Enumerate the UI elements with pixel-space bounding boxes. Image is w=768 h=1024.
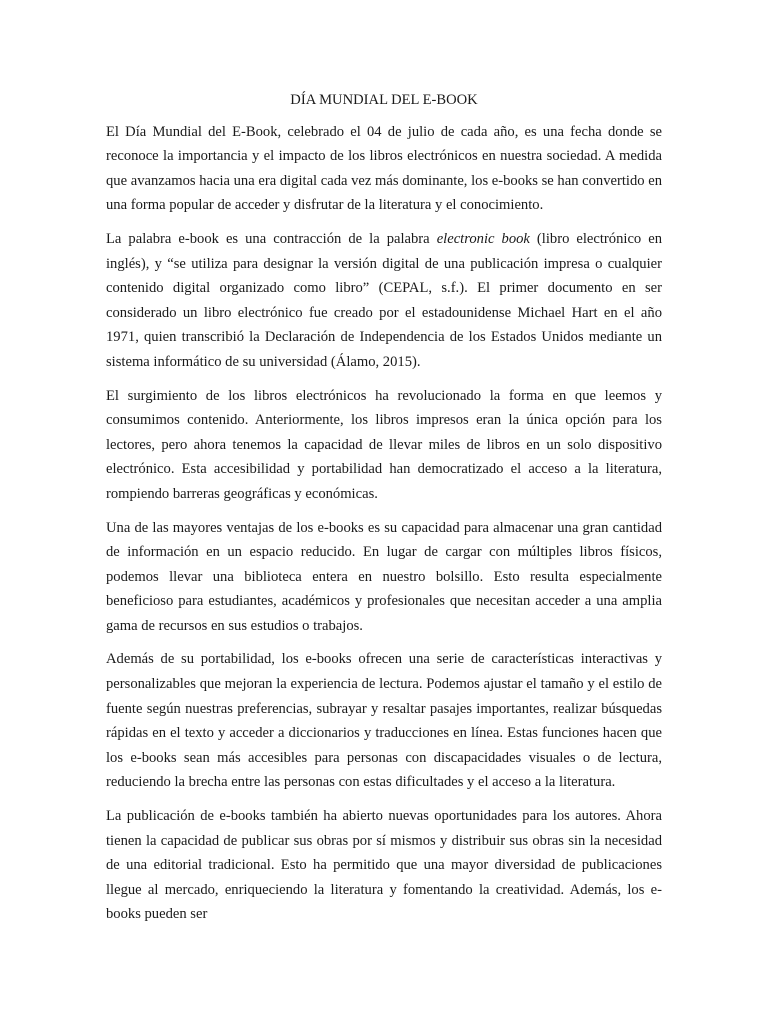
- paragraph-2-text-before: La palabra e-book es una contracción de la palabra: [106, 230, 437, 247]
- paragraph-2: [106, 227, 662, 375]
- document-title: DÍA MUNDIAL DEL E-BOOK: [290, 92, 478, 108]
- paragraph-2-italic-term: electronic book: [436, 230, 530, 247]
- paragraph-3: El surgimiento de los libros electrónicos ha revolucionado la forma en que leemos y consumimos contenido. Anteriormente, los libros impresos eran la única opción para los lectores, pero ahora tenemos la capacidad de llevar miles de libros en un solo dispositivo electrónico. Esta accesibilidad y portabilidad han democratizado el acceso a la literatura, rompiendo barreras geográficas y económicas.: [106, 387, 662, 502]
- paragraph-2-text-after: (libro electrónico en inglés), y “se utiliza para designar la versión digital de una publicación impresa o cualquier contenido digital organizado como libro” (CEPAL, s.f.). El primer documento en ser considerado un libro electrónico fue creado por el estadounidense Michael Hart en el año 1971, quien transcribió la Declaración de Independencia de los Estados Unidos mediante un sistema informático de su universidad (Álamo, 2015).: [106, 230, 663, 370]
- paragraph-5: Además de su portabilidad, los e-books ofrecen una serie de características interactivas y personalizables que mejoran la experiencia de lectura. Podemos ajustar el tamaño y el estilo de fuente según nuestras preferencias, subrayar y resaltar pasajes importantes, realizar búsquedas rápidas en el texto y acceder a diccionarios y traducciones en línea. Estas funciones hacen que los e-books sean más accesibles para personas con discapacidades visuales o de lectura, reduciendo la brecha entre las personas con estas dificultades y el acceso a la literatura.: [106, 651, 662, 791]
- paragraph-6: La publicación de e-books también ha abierto nuevas oportunidades para los autores. Ahora tienen la capacidad de publicar sus obras por sí mismos y distribuir sus obras sin la necesidad de una editorial tradicional. Esto ha permitido que una mayor diversidad de publicaciones llegue al mercado, enriqueciendo la literatura y fomentando la creatividad. Además, los e-books pueden ser: [106, 808, 662, 923]
- paragraph-4: Una de las mayores ventajas de los e-books es su capacidad para almacenar una gran cantidad de información en un espacio reducido. En lugar de cargar con múltiples libros físicos, podemos llevar una biblioteca entera en nuestro bolsillo. Esto resulta especialmente beneficioso para estudiantes, académicos y profesionales que necesitan acceder a una amplia gama de recursos en sus estudios o trabajos.: [106, 519, 662, 634]
- document-page: [106, 88, 662, 936]
- paragraph-1: El Día Mundial del E-Book, celebrado el 04 de julio de cada año, es una fecha donde se reconoce la importancia y el impacto de los libros electrónicos en nuestra sociedad. A medida que avanzamos hacia una era digital cada vez más dominante, los e-books se han convertido en una forma popular de acceder y disfrutar de la literatura y el conocimiento.: [106, 123, 662, 214]
